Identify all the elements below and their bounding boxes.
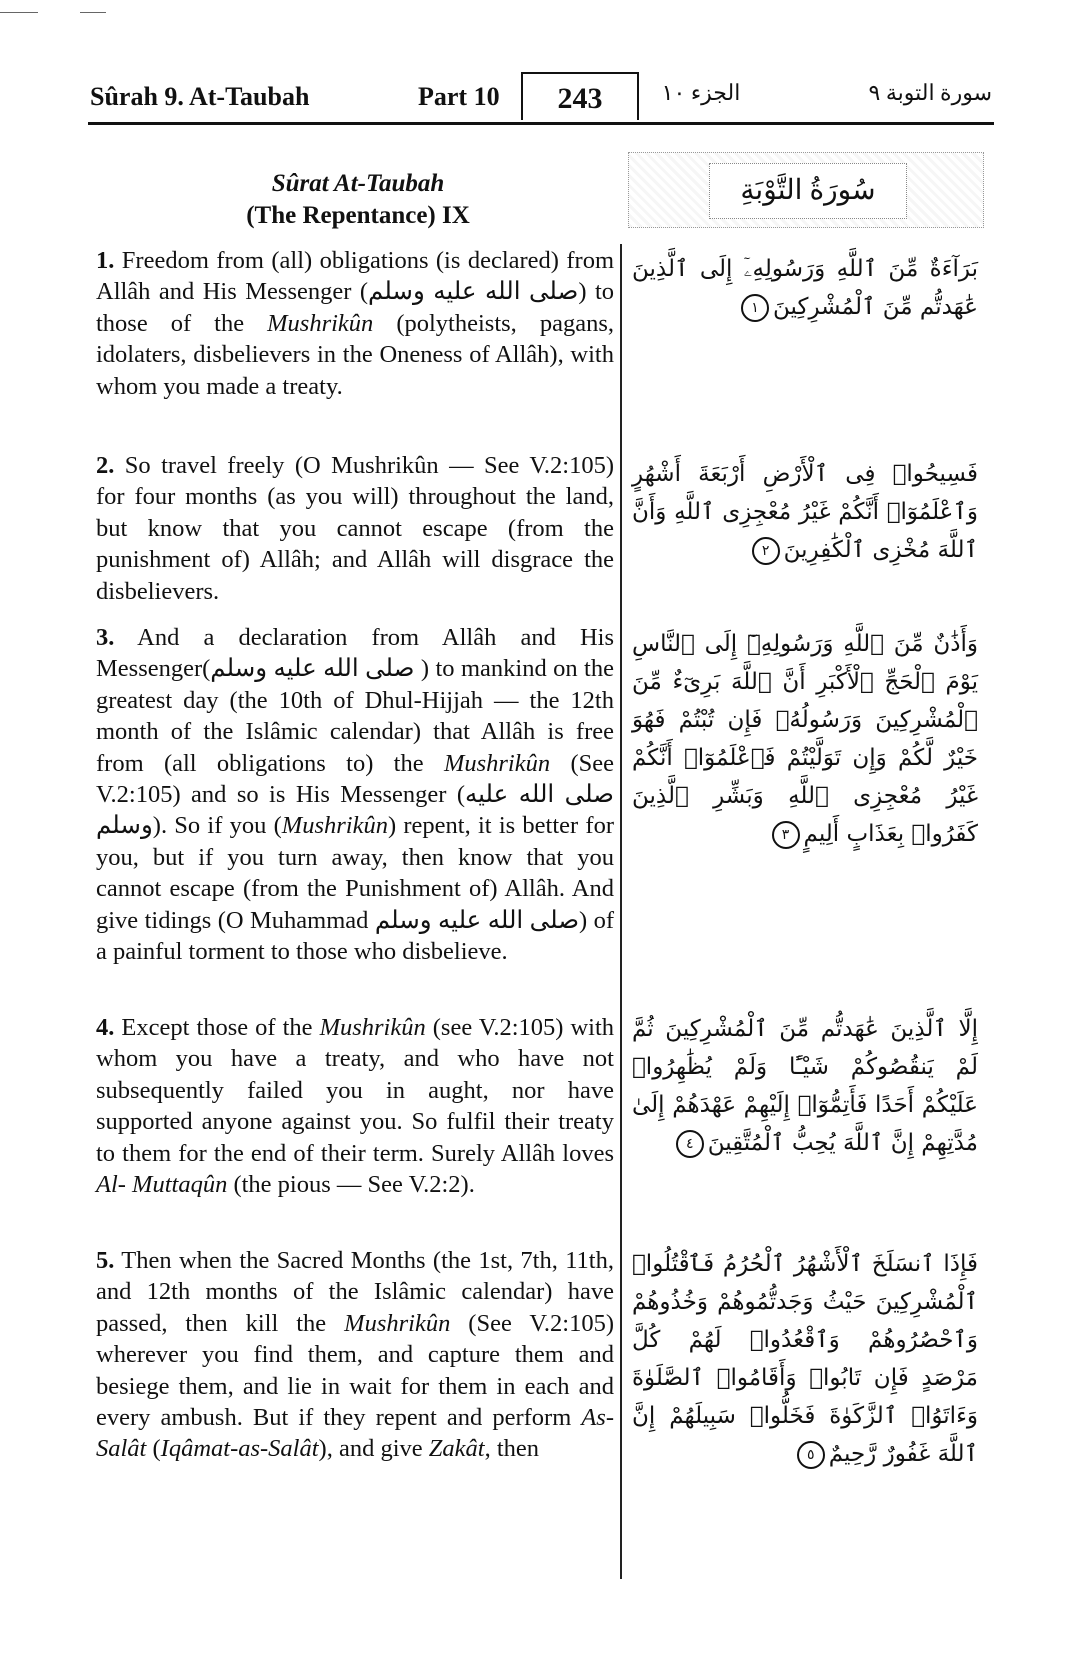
verse-text: (See V.2:105) and so is His Messenger (: [96, 749, 614, 809]
verse-term: Mushrikûn: [267, 309, 374, 337]
verse-number: 2.: [96, 452, 115, 479]
verse-text: (the pious — See V.2:2).: [227, 1171, 475, 1199]
verse-term: Mushrikûn: [443, 749, 551, 777]
verse-text: ) to mankind on the greatest day (the 10th of Dhul-Hijjah — the 12th month of the Islâmic calendar) that Allâh is free from (all obligations to) the: [96, 655, 614, 777]
verse-term: As-Salât: [96, 1404, 614, 1463]
verse-text: ) repent, it is better for you, but if you turn away, then know that you cannot escape (from the Punishment of) Allâh. And give tidings (O Muhammad: [96, 812, 614, 934]
verse-number: 3.: [96, 624, 115, 651]
page-header: [88, 74, 994, 124]
verse-number: 4.: [96, 1014, 115, 1041]
header-surah-title: Sûrah 9. At-Taubah: [90, 82, 310, 111]
verse-text: Freedom from (all) obligations (is declared) from Allâh and His Messenger (: [96, 247, 614, 306]
verse-term: Mushrikûn: [281, 812, 388, 840]
verse-5-arabic: [632, 1245, 978, 1473]
verse-text: Except those of the: [114, 1014, 320, 1041]
surah-title-subtitle: (The Repentance) IX: [246, 202, 470, 229]
verse-text: And a declaration from Allâh and His Messenger(: [96, 624, 614, 683]
header-part: Part 10: [418, 82, 500, 111]
verse-5-translation: [96, 1245, 614, 1465]
verse-text: , then: [484, 1435, 540, 1463]
verse-text: Then when the Sacred Months (the 1st, 7th, 11th, and 12th months of the Islâmic calendar) have passed, then kill the: [96, 1247, 614, 1337]
verse-2-translation: [96, 450, 614, 607]
ayah-number-icon: ٥: [797, 1441, 825, 1469]
header-part-arabic: الجزء ١٠: [661, 80, 741, 105]
verse-text: (: [146, 1435, 161, 1463]
ayah-number-icon: ٣: [772, 821, 800, 849]
honorific-arabic: صلى الله عليه وسلم: [368, 278, 579, 306]
column-divider: [620, 244, 622, 1579]
verse-term: Al- Muttaqûn: [96, 1171, 228, 1199]
verse-text: (polytheists, pagans, idolaters, disbelievers in the Oneness of Allâh), with whom you made a treaty.: [96, 309, 614, 400]
verse-text: (see V.2:105) with whom you have a treaty, and who have not subsequently failed you in aught, nor have supported anyone against you. So fulfil their treaty to them for the end of their term. Surely Allâh loves: [96, 1014, 615, 1167]
surah-title: [98, 168, 618, 232]
verse-text: (See V.2:105) wherever you find them, and capture them and besiege them, and lie in wait for them in each and every ambush. But if they repent and perform: [96, 1309, 615, 1432]
page-number: 243: [521, 72, 639, 120]
corner-mark: [80, 12, 106, 13]
surah-ornament: [628, 152, 984, 228]
verse-2-arabic: [632, 455, 978, 569]
ayah-number-icon: ٢: [752, 537, 780, 565]
verse-term: Zakât: [428, 1435, 485, 1463]
verse-text: So travel freely (O Mushrikûn — See V.2:105) for four months (as you will) throughout the land, but know that you cannot escape (from the punishment of) Allâh; and Allâh will disgrace the disbelievers.: [96, 452, 614, 605]
corner-mark: [0, 12, 38, 13]
verse-term: Mushrikûn: [319, 1014, 426, 1041]
verse-4-arabic: [632, 1010, 978, 1162]
arabic-text: بَرَآءَةٌ مِّنَ ٱللَّهِ وَرَسُولِهِۦٓ إِلَى ٱلَّذِينَ عَٰهَدتُّم مِّنَ ٱلْمُشْرِكِينَ: [632, 256, 978, 320]
header-rule: [88, 122, 994, 125]
verse-number: 1.: [96, 247, 115, 274]
verse-1-translation: [96, 245, 614, 402]
ornament-surah-name: سُورَةُ التَّوْبَةِ: [709, 163, 907, 219]
arabic-text: فَإِذَا ٱنسَلَخَ ٱلْأَشْهُرُ ٱلْحُرُمُ فَٱقْتُلُوا۟ ٱلْمُشْرِكِينَ حَيْثُ وَجَدتُّمُوهُمْ وَخُذُوهُمْ وَٱحْصُرُوهُمْ وَٱقْعُدُوا۟ لَهُمْ كُلَّ مَرْصَدٍ فَإِن تَابُوا۟ وَأَقَامُوا۟ ٱلصَّلَوٰةَ وَءَاتَوُا۟ ٱلزَّكَوٰةَ فَخَلُّوا۟ سَبِيلَهُمْ إِنَّ ٱللَّهَ غَفُورٌ رَّحِيمٌ: [632, 1251, 978, 1467]
honorific-arabic: صلى الله عليه وسلم: [374, 906, 580, 934]
verse-text: ) to those of the: [96, 278, 614, 337]
verse-term: Iqâmat-as-Salât: [160, 1435, 319, 1463]
verse-4-translation: [96, 1012, 614, 1200]
verse-term: Mushrikûn: [344, 1309, 451, 1337]
verse-3-arabic: [632, 625, 978, 853]
ayah-number-icon: ١: [741, 294, 769, 322]
verse-3-translation: [96, 622, 614, 967]
arabic-text: وَأَذَٰنٌ مِّنَ ٱللَّهِ وَرَسُولِهِۦٓ إِلَى ٱلنَّاسِ يَوْمَ ٱلْحَجِّ ٱلْأَكْبَرِ أَنَّ ٱللَّهَ بَرِىٓءٌ مِّنَ ٱلْمُشْرِكِينَ وَرَسُولُهُۥ فَإِن تُبْتُمْ فَهُوَ خَيْرٌ لَّكُمْ وَإِن تَوَلَّيْتُمْ فَٱعْلَمُوٓا۟ أَنَّكُمْ غَيْرُ مُعْجِزِى ٱللَّهِ وَبَشِّرِ ٱلَّذِينَ كَفَرُوا۟ بِعَذَابٍ أَلِيمٍ: [632, 631, 978, 847]
verse-1-arabic: [632, 250, 978, 326]
surah-title-name: Sûrat At-Taubah: [271, 170, 445, 197]
honorific-arabic: صلى الله عليه وسلم: [210, 655, 415, 683]
verse-text: ). So if you (: [152, 812, 282, 840]
arabic-text: فَسِيحُوا۟ فِى ٱلْأَرْضِ أَرْبَعَةَ أَشْهُرٍ وَٱعْلَمُوٓا۟ أَنَّكُمْ غَيْرُ مُعْجِزِى ٱللَّهِ وَأَنَّ ٱللَّهَ مُخْزِى ٱلْكَٰفِرِينَ: [632, 461, 978, 563]
ayah-number-icon: ٤: [676, 1130, 704, 1158]
verse-number: 5.: [96, 1247, 115, 1274]
header-surah-arabic: سورة التوبة ٩: [868, 80, 992, 105]
arabic-text: إِلَّا ٱلَّذِينَ عَٰهَدتُّم مِّنَ ٱلْمُشْرِكِينَ ثُمَّ لَمْ يَنقُصُوكُمْ شَيْـًٔا وَلَمْ يُظَٰهِرُوا۟ عَلَيْكُمْ أَحَدًا فَأَتِمُّوٓا۟ إِلَيْهِمْ عَهْدَهُمْ إِلَىٰ مُدَّتِهِمْ إِنَّ ٱللَّهَ يُحِبُّ ٱلْمُتَّقِينَ: [632, 1016, 978, 1156]
verse-text: ), and give: [318, 1435, 429, 1463]
verse-text: ) of a painful torment to those who disbelieve.: [96, 906, 615, 966]
honorific-arabic: صلى الله عليه وسلم: [96, 781, 614, 840]
